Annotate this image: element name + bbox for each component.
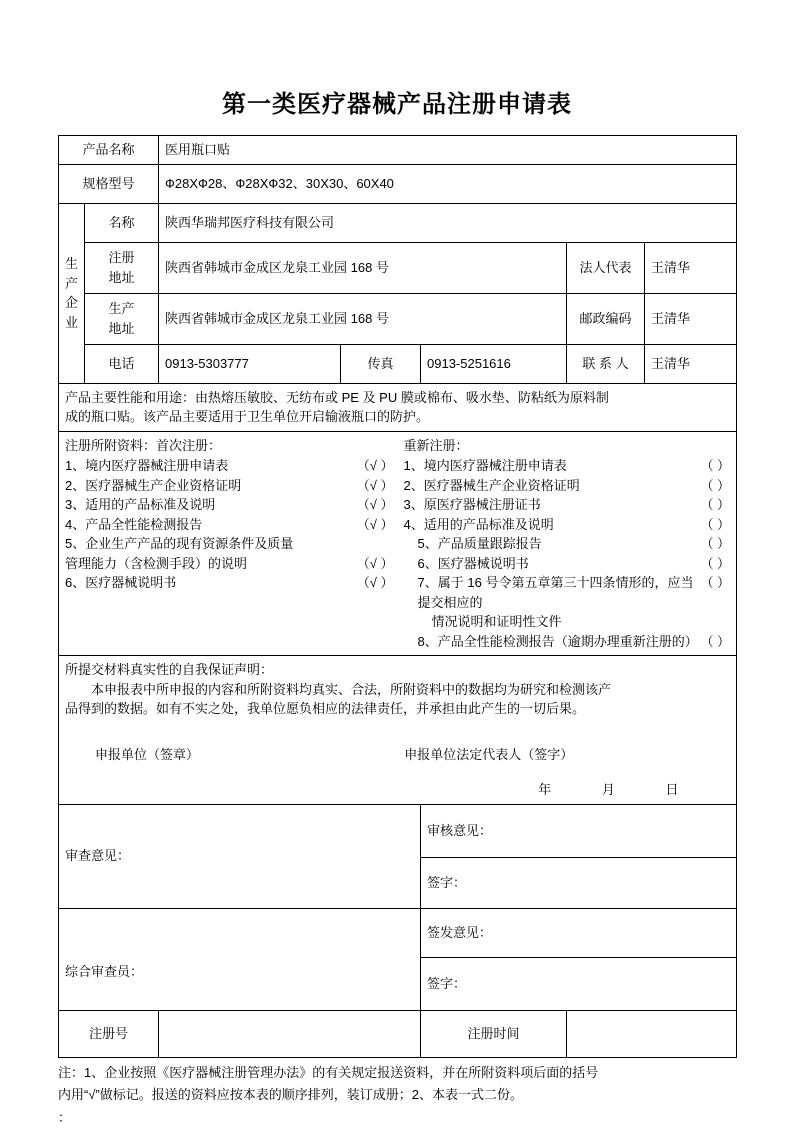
reg-address-value[interactable]: 陕西省韩城市金成区龙泉工业园 168 号 bbox=[159, 242, 567, 293]
material-re-mark-8[interactable]: （ ） bbox=[700, 633, 731, 649]
audit-sign-cell[interactable] bbox=[421, 857, 737, 908]
material-first-mark-3[interactable]: （√ ） bbox=[356, 497, 394, 512]
performance-cell bbox=[59, 383, 737, 431]
reg-no-label: 注册号 bbox=[59, 1010, 159, 1057]
materials-first-column bbox=[65, 436, 398, 652]
table-row-materials bbox=[59, 431, 737, 656]
materials-first-heading: 首次注册： bbox=[156, 437, 222, 453]
material-re-5: 5、产品质量跟踪报告 bbox=[417, 536, 542, 551]
materials-heading bbox=[65, 436, 394, 456]
table-row-review-1 bbox=[59, 804, 737, 857]
note-line-1: 注：1、企业按照《医疗器械注册管理办法》的有关规定报送资料，并在所附资料项后面的括号 bbox=[58, 1064, 599, 1080]
material-first-4: 4、产品全性能检测报告 bbox=[65, 516, 203, 532]
table-row-performance bbox=[59, 383, 737, 431]
list-item bbox=[404, 515, 731, 535]
prod-address-value[interactable]: 陕西省韩城市金成区龙泉工业园 168 号 bbox=[159, 293, 567, 344]
declaration-cell bbox=[59, 656, 737, 805]
material-re-7: 7、属于 16 号令第五章第三十四条情形的，应当提交相应的 bbox=[417, 575, 694, 610]
material-first-mark-6[interactable]: （√ ） bbox=[356, 575, 394, 590]
product-name-value[interactable]: 医用瓶口贴 bbox=[159, 136, 737, 165]
company-name-value[interactable]: 陕西华瑞邦医疗科技有限公司 bbox=[159, 203, 737, 242]
signature-row bbox=[65, 745, 730, 765]
list-item bbox=[404, 534, 731, 554]
material-first-5: 5、企业生产产品的现有资源条件及质量 bbox=[65, 536, 294, 551]
declaration-heading: 所提交材料真实性的自我保证声明： bbox=[65, 662, 274, 677]
table-row-declaration bbox=[59, 656, 737, 805]
reg-address-label: 注册 地址 bbox=[85, 242, 159, 293]
materials-cell bbox=[59, 431, 737, 656]
material-first-6: 6、医疗器械说明书 bbox=[65, 575, 177, 590]
contact-value[interactable]: 王清华 bbox=[645, 344, 737, 383]
material-first-3: 3、适用的产品标准及说明 bbox=[65, 497, 216, 512]
material-first-mark-4[interactable]: （√ ） bbox=[356, 516, 394, 532]
date-year-label[interactable]: 年 bbox=[538, 782, 554, 797]
product-name-label: 产品名称 bbox=[59, 136, 159, 165]
legal-rep-label: 法人代表 bbox=[567, 242, 645, 293]
list-item bbox=[404, 495, 731, 515]
date-row bbox=[65, 780, 730, 800]
table-row-registration-number bbox=[59, 1010, 737, 1057]
exam-opinion-cell[interactable] bbox=[59, 804, 421, 908]
postcode-label: 邮政编码 bbox=[567, 293, 645, 344]
tel-label: 电话 bbox=[85, 344, 159, 383]
sign-unit-label[interactable]: 申报单位（签章） bbox=[95, 746, 200, 762]
issue-opinion-cell[interactable] bbox=[421, 908, 737, 957]
table-row-product-name bbox=[59, 136, 737, 165]
reg-time-label: 注册时间 bbox=[421, 1010, 567, 1057]
list-item bbox=[65, 554, 394, 574]
material-re-mark-1[interactable]: （ ） bbox=[700, 458, 731, 473]
declaration-body-1: 本申报表中所申报的内容和所附资料均真实、合法，所附资料中的数据均为研究和检测该产 bbox=[91, 681, 612, 697]
issue-sign-cell[interactable] bbox=[421, 957, 737, 1010]
material-re-3: 3、原医疗器械注册证书 bbox=[403, 497, 541, 512]
material-first-mark-5b[interactable]: （√ ） bbox=[356, 555, 394, 571]
comprehensive-reviewer-cell[interactable] bbox=[59, 908, 421, 1010]
list-item bbox=[404, 632, 731, 652]
material-first-mark-2[interactable]: （√ ） bbox=[356, 477, 394, 493]
list-item bbox=[404, 456, 731, 476]
material-first-1: 1、境内医疗器械注册申请表 bbox=[65, 458, 229, 473]
postcode-value[interactable]: 王清华 bbox=[645, 293, 737, 344]
exam-opinion-label: 审查意见： bbox=[65, 848, 131, 864]
materials-heading-text: 注册所附资料： bbox=[65, 437, 157, 453]
material-re-mark-5[interactable]: （ ） bbox=[700, 536, 731, 551]
reg-no-value[interactable] bbox=[159, 1010, 421, 1057]
material-re-6: 6、医疗器械说明书 bbox=[417, 555, 529, 571]
manufacturer-vertical-label: 生 产 企 业 bbox=[59, 203, 85, 383]
material-re-mark-3[interactable]: （ ） bbox=[700, 497, 731, 512]
audit-sign-label: 签字： bbox=[427, 874, 467, 890]
material-re-4: 4、适用的产品标准及说明 bbox=[403, 516, 554, 532]
materials-re-column bbox=[398, 436, 731, 652]
page-title: 第一类医疗器械产品注册申请表 bbox=[222, 91, 572, 118]
audit-opinion-cell[interactable] bbox=[421, 804, 737, 857]
list-item bbox=[65, 534, 394, 554]
tel-value[interactable]: 0913-5303777 bbox=[159, 344, 341, 383]
footer-note bbox=[58, 1058, 736, 1130]
material-first-2: 2、医疗器械生产企业资格证明 bbox=[65, 477, 242, 493]
performance-line-2: 成的瓶口贴。该产品主要适用于卫生单位开启输液瓶口的防护。 bbox=[65, 409, 430, 424]
declaration-body-2: 品得到的数据。如有不实之处，我单位愿负相应的法律责任，并承担由此产生的一切后果。 bbox=[65, 701, 586, 716]
material-re-7b: 情况说明和证明性文件 bbox=[431, 614, 562, 629]
list-item bbox=[65, 476, 394, 496]
list-item bbox=[65, 573, 394, 593]
material-re-1: 1、境内医疗器械注册申请表 bbox=[403, 458, 567, 473]
note-line-2: 内用“√”做标记。报送的资料应按本表的顺序排列，装订成册；2、本表一式二份。 bbox=[58, 1087, 524, 1103]
fax-label: 传真 bbox=[341, 344, 421, 383]
date-month-label[interactable]: 月 bbox=[601, 782, 617, 797]
issue-opinion-label: 签发意见： bbox=[427, 924, 493, 940]
registration-form-table bbox=[58, 135, 737, 1058]
material-re-mark-6[interactable]: （ ） bbox=[700, 555, 731, 571]
material-first-5b: 管理能力（含检测手段）的说明 bbox=[65, 555, 248, 571]
list-item bbox=[404, 554, 731, 574]
spec-label: 规格型号 bbox=[59, 164, 159, 203]
company-name-label: 名称 bbox=[85, 203, 159, 242]
table-row-prod-address bbox=[59, 293, 737, 344]
table-row-manufacturer-name bbox=[59, 203, 737, 242]
material-first-mark-1[interactable]: （√ ） bbox=[356, 458, 394, 473]
table-row-contact bbox=[59, 344, 737, 383]
material-re-mark-7[interactable]: （ ） bbox=[700, 575, 731, 590]
table-row-spec bbox=[59, 164, 737, 203]
table-row-reg-address bbox=[59, 242, 737, 293]
audit-opinion-label: 审核意见： bbox=[427, 822, 493, 838]
sign-legal-rep-label[interactable]: 申报单位法定代表人（签字） bbox=[404, 746, 574, 762]
fax-value[interactable]: 0913-5251616 bbox=[421, 344, 567, 383]
material-re-8: 8、产品全性能检测报告（逾期办理重新注册的） bbox=[417, 633, 698, 649]
material-re-mark-4[interactable]: （ ） bbox=[700, 516, 731, 532]
material-re-2: 2、医疗器械生产企业资格证明 bbox=[403, 477, 580, 493]
prod-address-label: 生产 地址 bbox=[85, 293, 159, 344]
list-item bbox=[65, 515, 394, 535]
table-row-review-3 bbox=[59, 908, 737, 957]
list-item bbox=[65, 495, 394, 515]
legal-rep-value[interactable]: 王清华 bbox=[645, 242, 737, 293]
list-item bbox=[65, 456, 394, 476]
material-re-mark-2[interactable]: （ ） bbox=[700, 477, 731, 493]
performance-line-1: 产品主要性能和用途：由热熔压敏胶、无纺布或 PE 及 PU 膜或棉布、吸水垫、防粘纸为原料制 bbox=[65, 389, 609, 405]
list-item bbox=[404, 612, 731, 632]
issue-sign-label: 签字： bbox=[427, 975, 467, 991]
list-item bbox=[404, 573, 731, 612]
note-line-3: ： bbox=[58, 1110, 72, 1125]
materials-re-heading: 重新注册： bbox=[403, 437, 469, 453]
list-item bbox=[404, 476, 731, 496]
contact-label: 联 系 人 bbox=[567, 344, 645, 383]
spec-value[interactable]: Ф28XФ28、Ф28XФ32、30X30、60X40 bbox=[159, 164, 737, 203]
reg-time-value[interactable] bbox=[567, 1010, 737, 1057]
date-day-label[interactable]: 日 bbox=[665, 782, 681, 797]
comprehensive-reviewer-label: 综合审查员： bbox=[65, 964, 144, 980]
